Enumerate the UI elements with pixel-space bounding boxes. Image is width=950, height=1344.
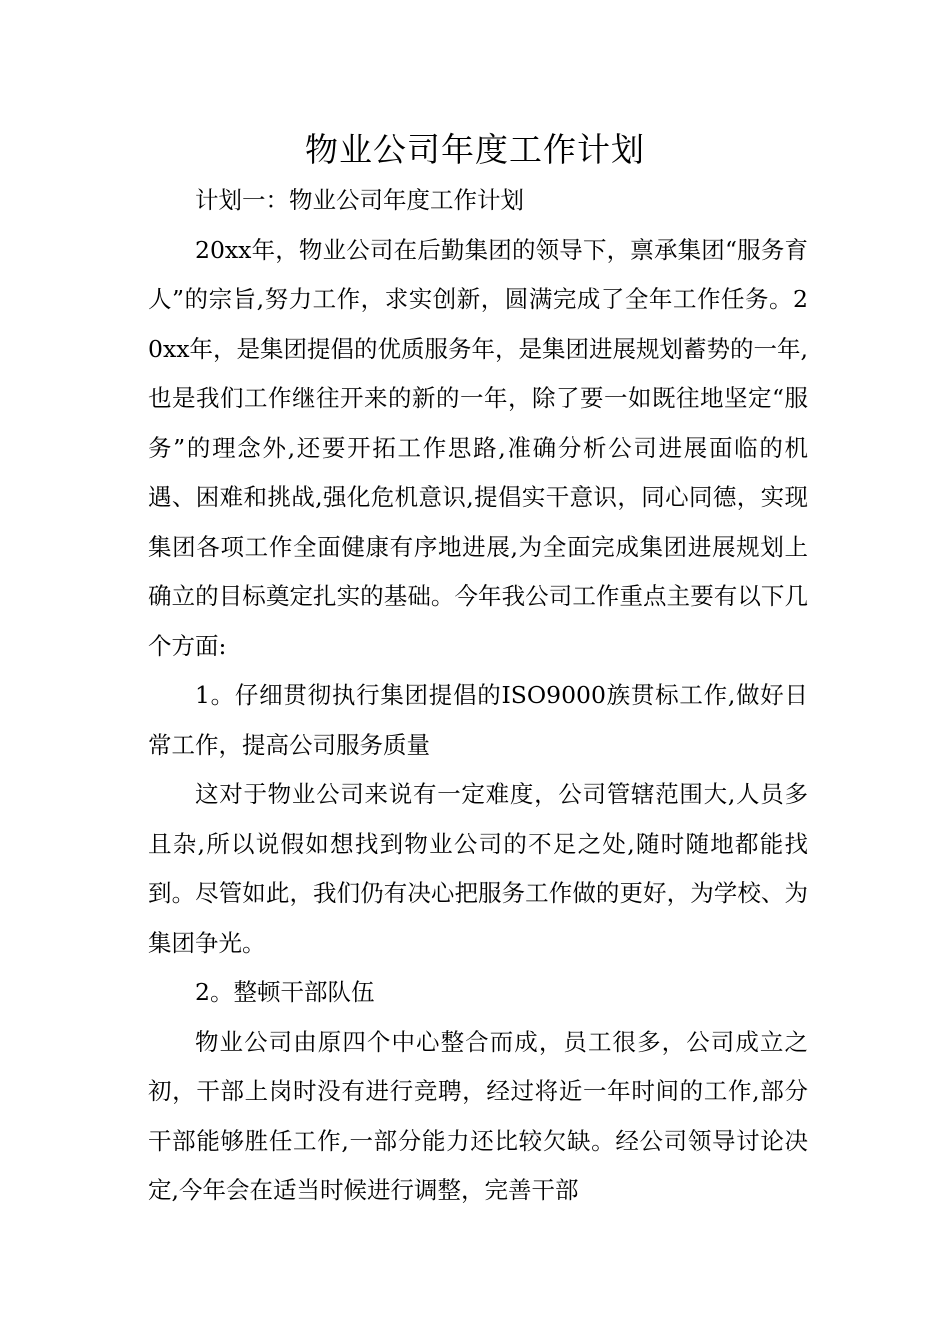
section-heading-2: 2。整顿干部队伍 (195, 978, 375, 1006)
document-title: 物业公司年度工作计划 (305, 130, 645, 169)
plan-heading: 计划一：物业公司年度工作计划 (195, 186, 524, 214)
paragraph-intro: 20xx年，物业公司在后勤集团的领导下，禀承集团“服务育人”的宗旨,努力工作，求实创新，圆满完成了全年工作任务。20xx年，是集团提倡的优质服务年，是集团进展规划蓄势的一年,也是我们工作继往开来的新的一年，除了要一如既往地坚定“服务”的理念外,还要开拓工作思路,准确分析公司进展面临的机遇、困难和挑战,强化危机意识,提倡实干意识，同心同德，实现集团各项工作全面健康有序地进展,为全面完成集团进展规划上确立的目标奠定扎实的基础。今年我公司工作重点主要有以下几个方面: (148, 235, 808, 660)
section-heading-1: 1。仔细贯彻执行集团提倡的ISO9000族贯标工作,做好日常工作，提高公司服务质量 (148, 681, 808, 759)
paragraph-section-2: 物业公司由原四个中心整合而成，员工很多，公司成立之初，干部上岗时没有进行竞聘，经过将近一年时间的工作,部分干部能够胜任工作,一部分能力还比较欠缺。经公司领导讨论决定,今年会在适当时候进行调整，完善干部 (148, 1027, 808, 1204)
document-body (148, 176, 808, 1216)
paragraph-section-1: 这对于物业公司来说有一定难度，公司管辖范围大,人员多且杂,所以说假如想找到物业公司的不足之处,随时随地都能找到。尽管如此，我们仍有决心把服务工作做的更好，为学校、为集团争光。 (148, 780, 808, 957)
